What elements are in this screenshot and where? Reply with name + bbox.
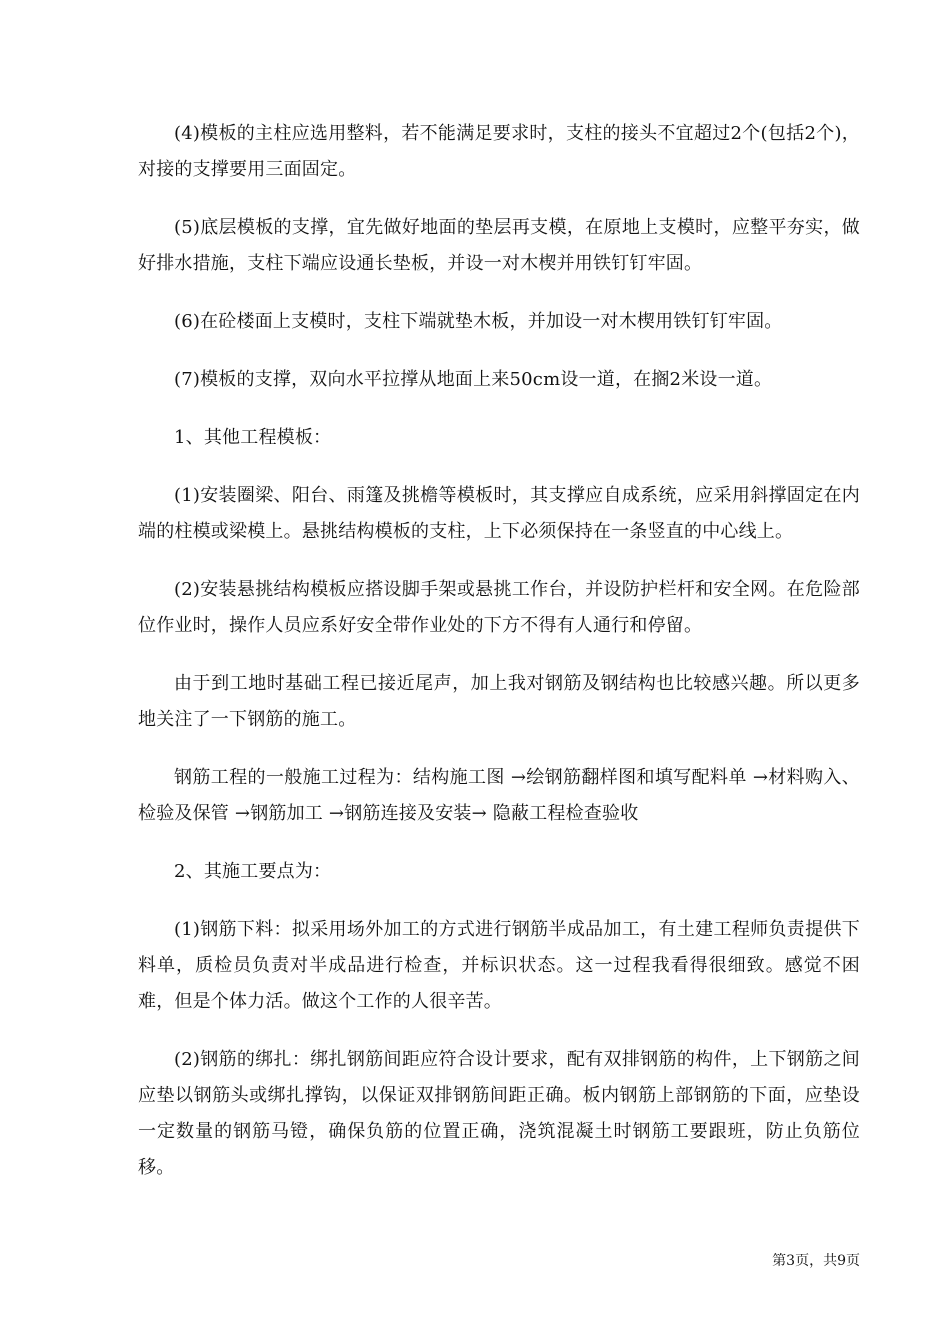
- document-body: [138, 116, 860, 1186]
- paragraph-rebar-process: 钢筋工程的一般施工过程为：结构施工图 →绘钢筋翻样图和填写配料单 →材料购入、检验及保管 →钢筋加工 →钢筋连接及安装→ 隐蔽工程检查验收: [138, 767, 860, 824]
- paragraph-formwork-main-column: (4)模板的主柱应选用整料，若不能满足要求时，支柱的接头不宜超过2个(包括2个)，对接的支撑要用三面固定。: [138, 123, 860, 180]
- paragraph-bottom-formwork-support: (5)底层模板的支撑，宜先做好地面的垫层再支模，在原地上支模时，应整平夯实，做好排水措施，支柱下端应设通长垫板，并设一对木楔并用铁钉钉牢固。: [138, 217, 860, 274]
- paragraph-rebar-binding: (2)钢筋的绑扎：绑扎钢筋间距应符合设计要求，配有双排钢筋的构件，上下钢筋之间应垫以钢筋头或绑扎撑钩，以保证双排钢筋间距正确。板内钢筋上部钢筋的下面，应垫设一定数量的钢筋马镫，确保负筋的位置正确，浇筑混凝土时钢筋工要跟班，防止负筋位移。: [138, 1049, 860, 1178]
- paragraph-rebar-cutting: (1)钢筋下料：拟采用场外加工的方式进行钢筋半成品加工，有土建工程师负责提供下料单，质检员负责对半成品进行检查，并标识状态。这一过程我看得很细致。感觉不困难，但是个体力活。做这个工作的人很辛苦。: [138, 919, 860, 1012]
- paragraph-rebar-interest: 由于到工地时基础工程已接近尾声，加上我对钢筋及钢结构也比较感兴趣。所以更多地关注了一下钢筋的施工。: [138, 673, 860, 730]
- paragraph-concrete-floor-support: (6)在砼楼面上支模时，支柱下端就垫木板，并加设一对木楔用铁钉钉牢固。: [174, 311, 783, 332]
- page-number-footer: 第3页，共9页: [772, 1253, 860, 1269]
- paragraph-horizontal-bracing: (7)模板的支撑，双向水平拉撑从地面上来50cm设一道，在搁2米设一道。: [174, 369, 773, 390]
- paragraph-scaffold-safety: (2)安装悬挑结构模板应搭设脚手架或悬挑工作台，并设防护栏杆和安全网。在危险部位作业时，操作人员应系好安全带作业处的下方不得有人通行和停留。: [138, 579, 860, 636]
- section-heading-other-formwork: 1、其他工程模板：: [174, 427, 332, 448]
- section-heading-key-points: 2、其施工要点为：: [174, 861, 332, 882]
- paragraph-cantilever-formwork: (1)安装圈梁、阳台、雨篷及挑檐等模板时，其支撑应自成系统，应采用斜撑固定在内端的柱模或梁模上。悬挑结构模板的支柱，上下必须保持在一条竖直的中心线上。: [138, 485, 860, 542]
